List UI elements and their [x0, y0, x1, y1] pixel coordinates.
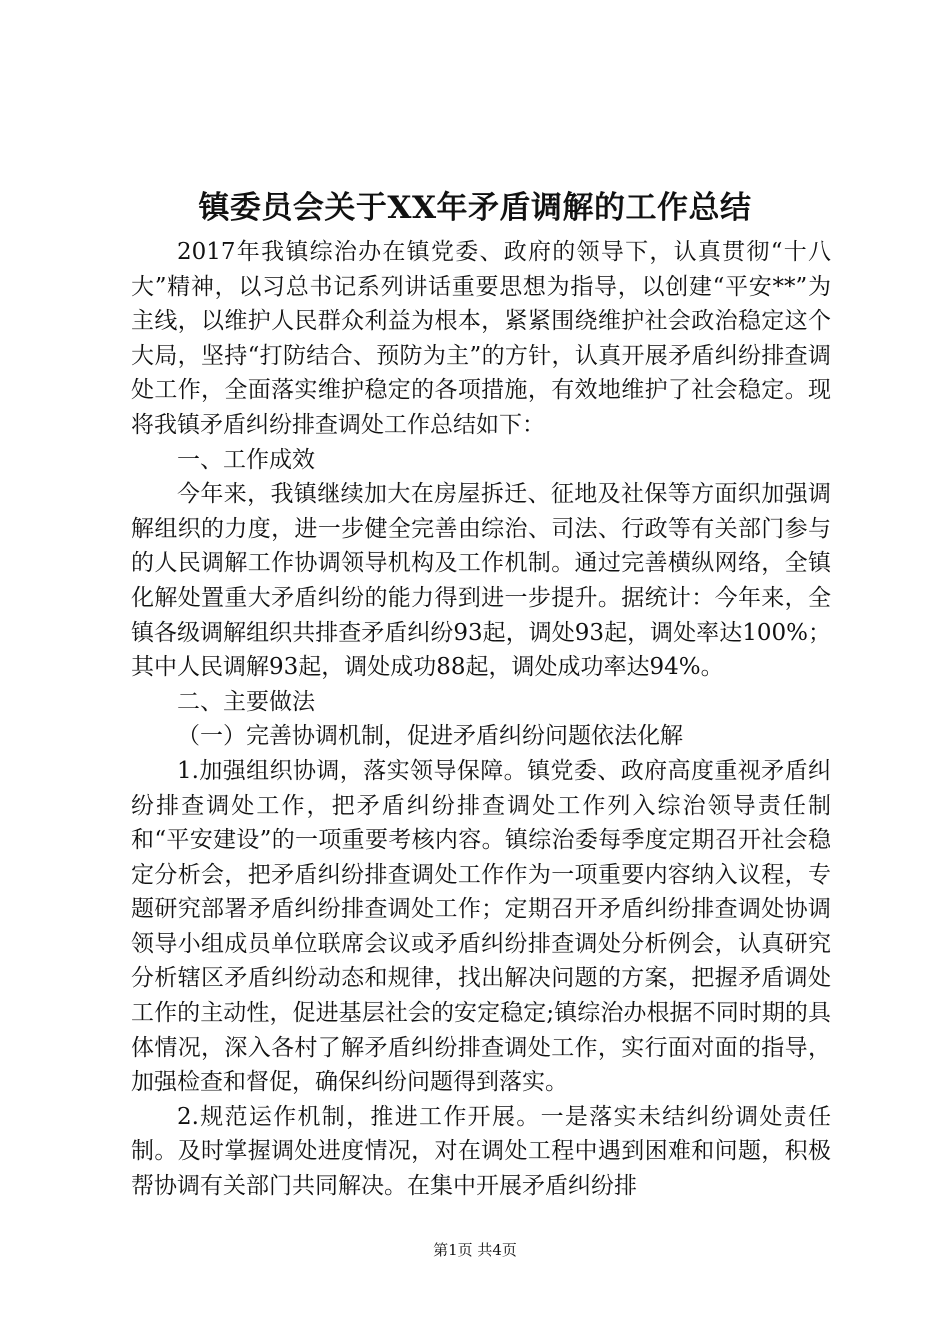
results-paragraph: 今年来，我镇继续加大在房屋拆迁、征地及社保等方面织加强调解组织的力度，进一步健全完善由综治、司法、行政等有关部门参与的人民调解工作协调领导机构及工作机制。通过完善横纵网络，全镇化解处置重大矛盾纠纷的能力得到进一步提升。据统计：今年来，全镇各级调解组织共排查矛盾纠纷93起，调处93起，调处率达100%；其中人民调解93起，调处成功88起，调处成功率达94%。: [131, 481, 831, 681]
paragraph-organization: 1.加强组织协调，落实领导保障。镇党委、政府高度重视矛盾纠纷排查调处工作，把矛盾纠纷排查调处工作列入综治领导责任制和“平安建设”的一项重要考核内容。镇综治委每季度定期召开社会稳定分析会，把矛盾纠纷排查调处工作作为一项重要内容纳入议程，专题研究部署矛盾纠纷排查调处工作；定期召开矛盾纠纷排查调处协调领导小组成员单位联席会议或矛盾纠纷排查调处分析例会，认真研究分析辖区矛盾纠纷动态和规律，找出解决问题的方案，把握矛盾调处工作的主动性，促进基层社会的安定稳定;镇综治办根据不同时期的具体情况，深入各村了解矛盾纠纷排查调处工作，实行面对面的指导，加强检查和督促，确保纠纷问题得到落实。: [131, 757, 831, 1096]
subsection-heading-coordination: （一）完善协调机制，促进矛盾纠纷问题依法化解: [177, 723, 683, 750]
page-footer: 第1页 共4页: [433, 1241, 517, 1259]
document-title: 镇委员会关于XX年矛盾调解的工作总结: [198, 190, 752, 226]
intro-paragraph: 2017年我镇综治办在镇党委、政府的领导下，认真贯彻“十八大”精神，以习总书记系列讲话重要思想为指导，以创建“平安**”为主线，以维护人民群众利益为根本，紧紧围绕维护社会政治稳定这个大局，坚持“打防结合、预防为主”的方针，认真开展矛盾纠纷排查调处工作，全面落实维护稳定的各项措施，有效地维护了社会稳定。现将我镇矛盾纠纷排查调处工作总结如下：: [131, 239, 831, 438]
document-body: [131, 235, 831, 1204]
section-heading-results: 一、工作成效: [177, 446, 315, 473]
section-heading-methods: 二、主要做法: [177, 688, 315, 715]
paragraph-mechanism: 2.规范运作机制，推进工作开展。一是落实未结纠纷调处责任制。及时掌握调处进度情况，对在调处工程中遇到困难和问题，积极帮协调有关部门共同解决。在集中开展矛盾纠纷排: [131, 1103, 831, 1200]
